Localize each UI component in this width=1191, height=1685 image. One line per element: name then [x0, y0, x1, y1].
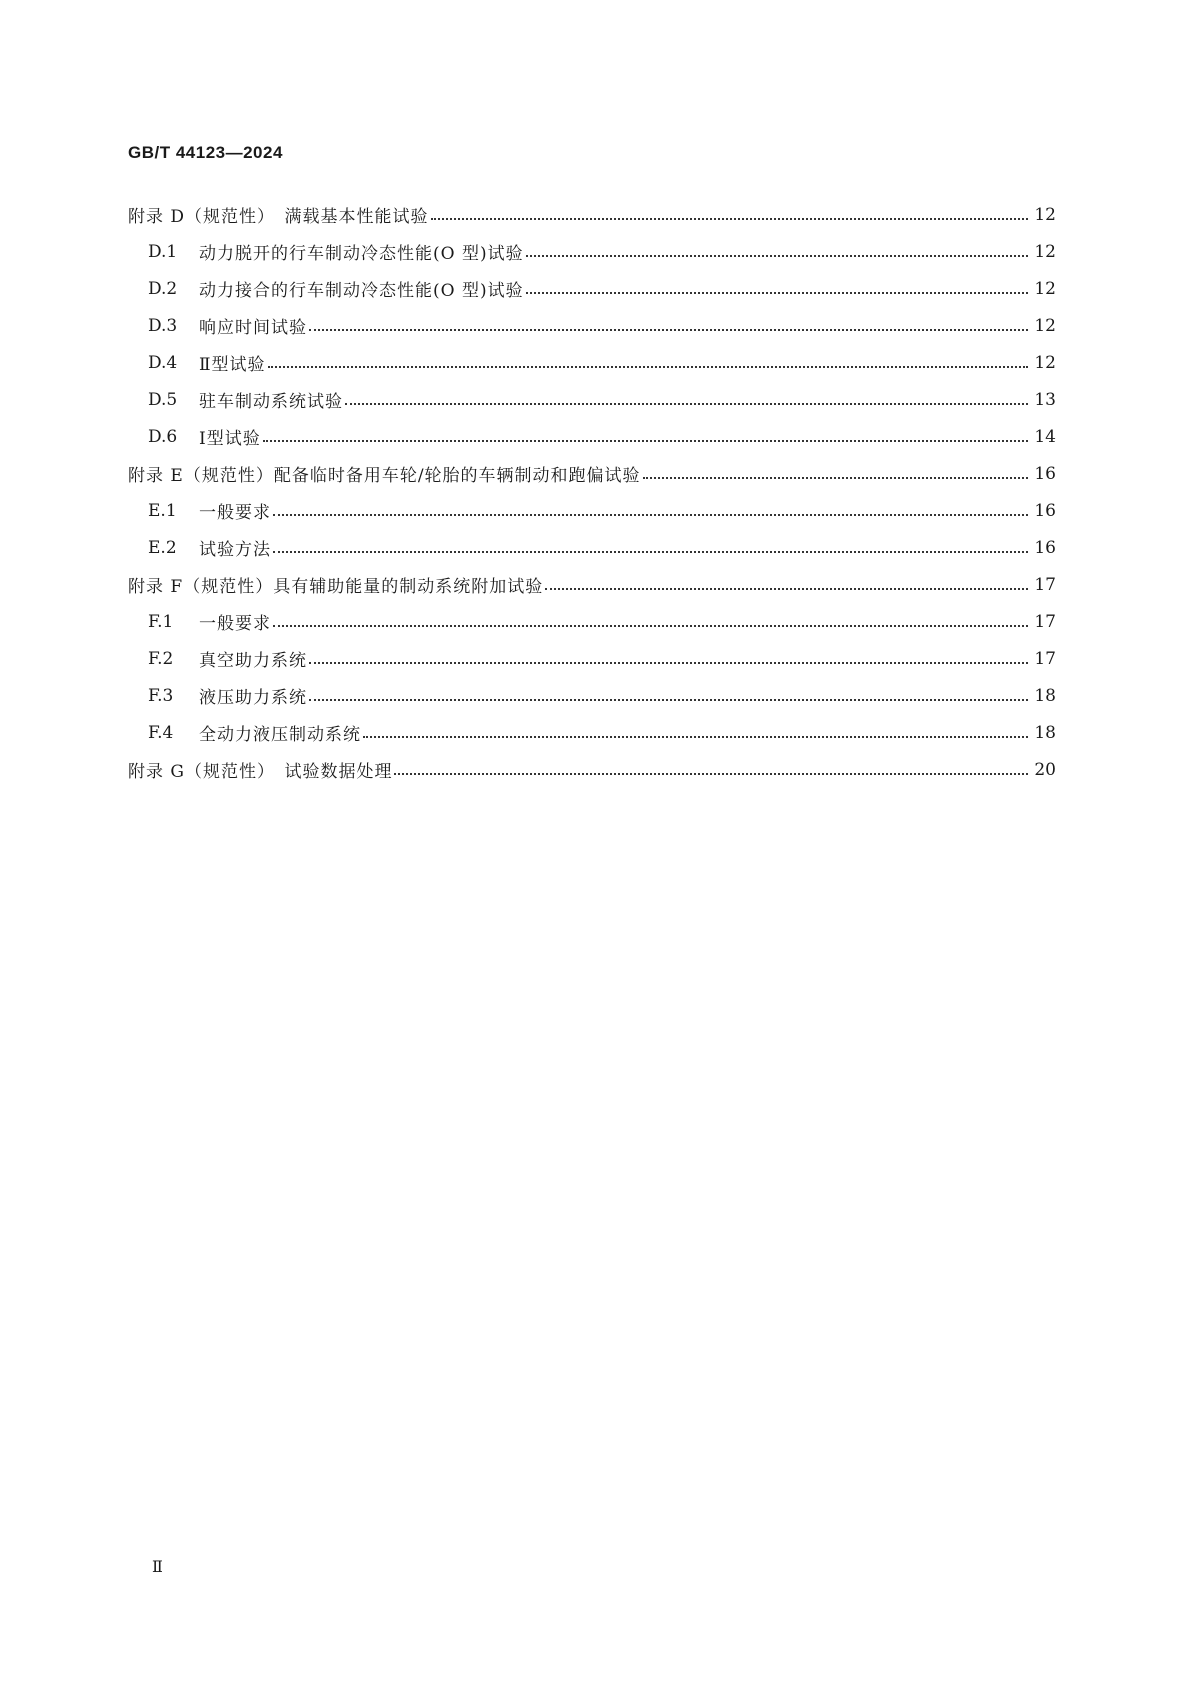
dot-leader	[345, 403, 1028, 405]
toc-entry-d1[interactable]	[128, 233, 1056, 270]
toc-entry-page: 16	[1034, 463, 1056, 484]
toc-entry-page: 17	[1034, 574, 1056, 595]
dot-leader	[363, 736, 1028, 738]
toc-entry-number: E.2	[148, 537, 177, 558]
dot-leader	[309, 329, 1028, 331]
toc-entry-title: 动力脱开的行车制动冷态性能(O 型)试验	[199, 244, 524, 264]
toc-entry-title: 附录 F（规范性）具有辅助能量的制动系统附加试验	[128, 577, 544, 597]
toc-entry-annex-e[interactable]	[128, 455, 1056, 492]
dot-leader	[268, 366, 1028, 368]
toc-entry-annex-d[interactable]	[128, 196, 1056, 233]
dot-leader	[263, 440, 1028, 442]
toc-entry-page: 17	[1034, 611, 1056, 632]
dot-leader	[545, 588, 1028, 590]
toc-entry-f3[interactable]	[128, 677, 1056, 714]
toc-entry-number: F.3	[148, 685, 174, 706]
dot-leader	[643, 477, 1028, 479]
toc-entry-annex-g[interactable]	[128, 751, 1056, 788]
toc-entry-page: 12	[1034, 352, 1056, 373]
toc-entry-title: 液压助力系统	[199, 688, 307, 708]
dot-leader	[526, 255, 1028, 257]
toc-entry-f4[interactable]	[128, 714, 1056, 751]
dot-leader	[394, 773, 1028, 775]
toc-entry-title: 附录 D（规范性） 满载基本性能试验	[128, 207, 429, 227]
toc-entry-title: 试验方法	[199, 540, 271, 560]
toc-entry-f2[interactable]	[128, 640, 1056, 677]
toc-entry-title: 附录 E（规范性）配备临时备用车轮/轮胎的车辆制动和跑偏试验	[128, 466, 641, 486]
toc-entry-title: 动力接合的行车制动冷态性能(O 型)试验	[199, 281, 524, 301]
toc-entry-number: D.5	[148, 389, 178, 410]
toc-entry-number: F.1	[148, 611, 174, 632]
toc-entry-d2[interactable]	[128, 270, 1056, 307]
toc-entry-title: 全动力液压制动系统	[199, 725, 361, 745]
toc-entry-annex-f[interactable]	[128, 566, 1056, 603]
toc-entry-d3[interactable]	[128, 307, 1056, 344]
dot-leader	[273, 551, 1028, 553]
dot-leader	[431, 218, 1028, 220]
dot-leader	[309, 699, 1028, 701]
toc-entry-title: Ⅱ型试验	[199, 355, 266, 375]
table-of-contents	[128, 196, 1056, 788]
dot-leader	[273, 625, 1028, 627]
toc-entry-page: 17	[1034, 648, 1056, 669]
toc-entry-title: 真空助力系统	[199, 651, 307, 671]
toc-entry-page: 12	[1034, 278, 1056, 299]
standard-number: GB/T 44123—2024	[128, 143, 283, 162]
toc-entry-f1[interactable]	[128, 603, 1056, 640]
toc-entry-page: 12	[1034, 204, 1056, 225]
toc-entry-d6[interactable]	[128, 418, 1056, 455]
toc-entry-number: F.4	[148, 722, 174, 743]
dot-leader	[273, 514, 1028, 516]
toc-entry-number: D.3	[148, 315, 178, 336]
toc-entry-title: 响应时间试验	[199, 318, 307, 338]
toc-entry-page: 18	[1034, 685, 1056, 706]
toc-entry-e1[interactable]	[128, 492, 1056, 529]
toc-entry-page: 16	[1034, 537, 1056, 558]
toc-entry-number: D.6	[148, 426, 178, 447]
dot-leader	[526, 292, 1028, 294]
toc-entry-title: 一般要求	[199, 503, 271, 523]
toc-entry-number: D.1	[148, 241, 178, 262]
toc-entry-number: E.1	[148, 500, 177, 521]
toc-entry-page: 13	[1034, 389, 1056, 410]
toc-entry-number: F.2	[148, 648, 174, 669]
toc-entry-title: Ⅰ型试验	[199, 429, 261, 449]
toc-entry-page: 16	[1034, 500, 1056, 521]
toc-entry-page: 12	[1034, 241, 1056, 262]
dot-leader	[309, 662, 1028, 664]
toc-entry-page: 20	[1034, 759, 1056, 780]
toc-entry-number: D.2	[148, 278, 178, 299]
toc-entry-e2[interactable]	[128, 529, 1056, 566]
toc-entry-d4[interactable]	[128, 344, 1056, 381]
toc-entry-page: 18	[1034, 722, 1056, 743]
toc-entry-title: 一般要求	[199, 614, 271, 634]
toc-entry-title: 附录 G（规范性） 试验数据处理	[128, 762, 393, 782]
toc-entry-d5[interactable]	[128, 381, 1056, 418]
page-footer	[152, 1557, 163, 1576]
toc-entry-page: 14	[1034, 426, 1056, 447]
toc-entry-page: 12	[1034, 315, 1056, 336]
toc-entry-number: D.4	[148, 352, 178, 373]
toc-entry-title: 驻车制动系统试验	[199, 392, 343, 412]
footer-page-number: Ⅱ	[152, 1557, 163, 1576]
document-header	[128, 143, 283, 163]
